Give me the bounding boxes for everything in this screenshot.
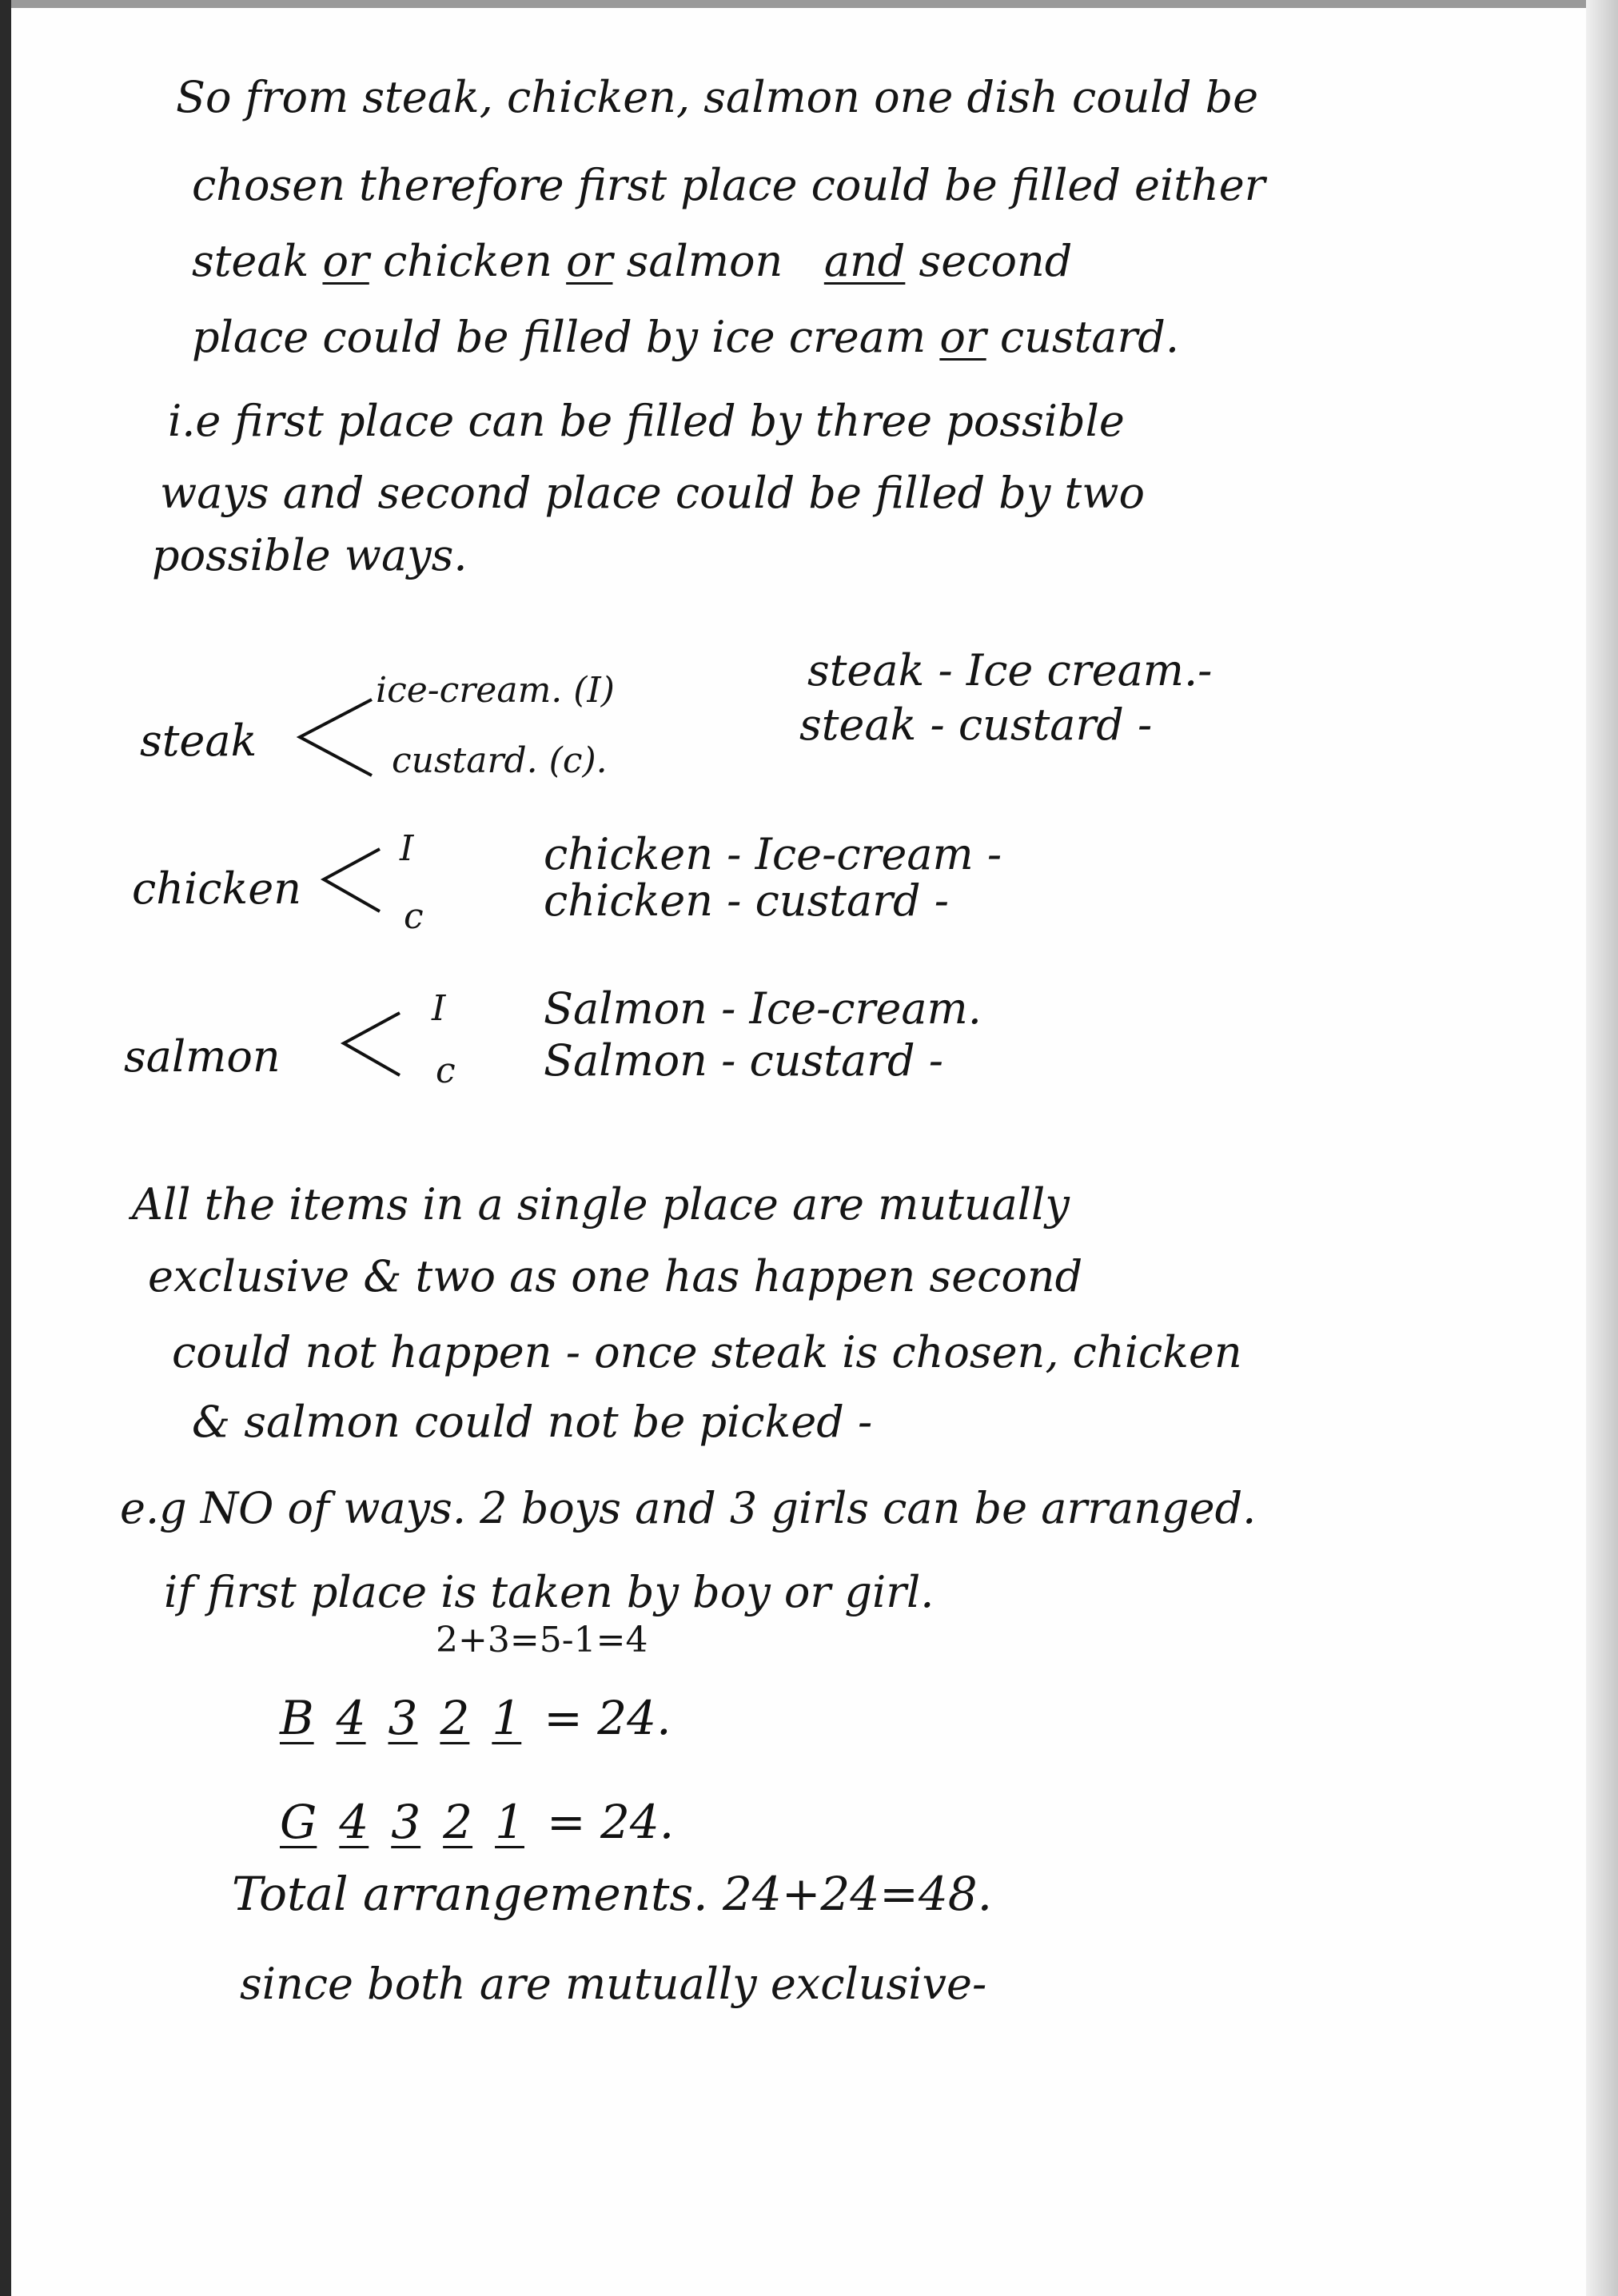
tree-salmon-combo-1: Salmon - Ice-cream. (544, 983, 982, 1034)
boys-digit-4: 1 (492, 1691, 522, 1745)
tree-chicken-bottom: c (404, 896, 424, 937)
intro-or-3: or (939, 312, 986, 362)
boys-result: = 24. (544, 1691, 672, 1745)
girls-digit-3: 2 (443, 1795, 473, 1849)
tree-steak-label: steak (140, 716, 257, 766)
tree-steak-bottom: custard. (c). (392, 740, 608, 781)
intro-line-1: So from steak, chicken, salmon one dish could be (176, 72, 1259, 122)
intro-line-2: chosen therefore first place could be filled either (192, 160, 1265, 210)
intro-chicken: chicken (382, 236, 552, 286)
tree-steak-combo-2: steak - custard - (799, 700, 1153, 750)
girls-lead: G (280, 1795, 317, 1849)
tree-salmon-bottom: c (436, 1050, 456, 1091)
girls-digit-1: 4 (339, 1795, 369, 1849)
girls-digit-4: 1 (495, 1795, 524, 1849)
boys-digit-1: 4 (336, 1691, 366, 1745)
tree-steak-bracket (292, 688, 380, 783)
tree-chicken-combo-1: chicken - Ice-cream - (544, 829, 1002, 879)
intro-l4-text: place could be filled by ice cream (192, 312, 927, 362)
intro-second: second (919, 236, 1073, 286)
girls-arrangement-row (280, 1795, 674, 1849)
boys-arrangement-row (280, 1691, 672, 1745)
exclusive-line-1: All the items in a single place are mutually (132, 1179, 1070, 1230)
intro-and: and (823, 236, 906, 286)
scan-left-edge (0, 0, 11, 2296)
tree-chicken-top: I (400, 828, 414, 869)
example-line-2: if first place is taken by boy or girl. (164, 1567, 935, 1617)
intro-or-2: or (566, 236, 613, 286)
tree-salmon-bracket (336, 1003, 408, 1083)
intro-line-7: possible ways. (152, 530, 468, 580)
tree-salmon-combo-2: Salmon - custard - (544, 1035, 943, 1086)
exclusive-line-2: exclusive & two as one has happen second (148, 1251, 1083, 1301)
tree-salmon-top: I (432, 988, 446, 1029)
intro-line-4 (192, 312, 1180, 362)
mutually-exclusive-note: since both are mutually exclusive- (240, 1959, 987, 2009)
tree-salmon-label: salmon (124, 1031, 281, 1082)
example-calc: 2+3=5-1=4 (436, 1620, 648, 1660)
intro-line-5: i.e first place can be filled by three possible (168, 396, 1125, 446)
intro-line-3 (192, 236, 1073, 286)
boys-digit-3: 2 (440, 1691, 470, 1745)
intro-line-6: ways and second place could be filled by two (160, 468, 1145, 518)
exclusive-line-4: & salmon could not be picked - (192, 1397, 873, 1447)
intro-custard: custard. (999, 312, 1180, 362)
scan-right-edge (1586, 0, 1618, 2296)
intro-steak: steak (192, 236, 309, 286)
boys-digit-2: 3 (388, 1691, 418, 1745)
exclusive-line-3: could not happen - once steak is chosen, chicken (172, 1327, 1242, 1377)
girls-digit-2: 3 (391, 1795, 421, 1849)
tree-chicken-label: chicken (132, 863, 301, 914)
example-line-1: e.g NO of ways. 2 boys and 3 girls can be arranged. (120, 1483, 1257, 1533)
girls-result: = 24. (546, 1795, 675, 1849)
tree-steak-top: ice-cream. (I) (376, 670, 615, 711)
intro-or-1: or (322, 236, 369, 286)
tree-steak-combo-1: steak - Ice cream.- (807, 645, 1213, 696)
boys-lead: B (280, 1691, 314, 1745)
tree-chicken-combo-2: chicken - custard - (544, 875, 949, 926)
scan-top-edge (0, 0, 1618, 8)
total-arrangements: Total arrangements. 24+24=48. (232, 1867, 993, 1921)
intro-salmon: salmon (626, 236, 783, 286)
tree-chicken-bracket (316, 839, 388, 919)
